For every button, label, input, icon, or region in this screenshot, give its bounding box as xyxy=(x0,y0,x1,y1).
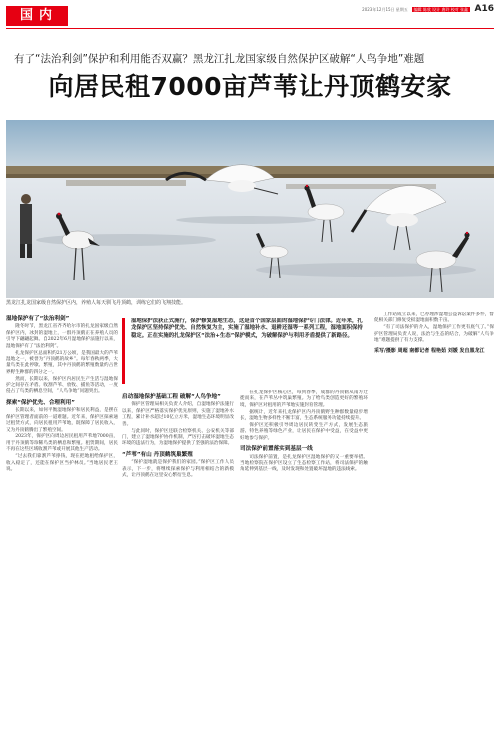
crane-wetland-illustration xyxy=(6,120,494,298)
paragraph: 2023年，保护区向周边居民租用芦苇地7000亩，用于丹顶鹤等珍稀鸟类的栖息和繁殖。租赁期间，居民不再在这些区域收割芦苇或开展其他生产活动。 xyxy=(6,434,118,453)
article-headline: 向居民租7000亩芦苇让丹顶鹤安家 xyxy=(48,72,452,101)
masthead-meta xyxy=(362,7,470,13)
subhead-1: 湿地保护有了“法治利剑” xyxy=(6,316,70,322)
lead-photo xyxy=(6,120,494,298)
paragraph: 据统计，近年来扎龙保护区内丹顶鹤野生种群数量稳步增长，湿地生物多样性不断丰富，生态系统服务功能持续提升。 xyxy=(240,409,368,422)
paragraph: 隆冬时节，黑龙江省齐齐哈尔市的扎龙国家级自然保护区内，冰封的湿地上，一群丹顶鹤正在养殖人员的引导下翩翩起舞。自2022年6月湿地保护法施行以来，湿地保护有了“法治利剑”。 xyxy=(6,324,118,349)
article-column-1 xyxy=(6,312,118,744)
article-column-2 xyxy=(122,390,234,744)
subhead-4: “芦苇”有山 丹顶鹤筑巢繁殖 xyxy=(122,451,193,458)
article-kicker: 有了“法治利剑”保护和利用能否双赢？黑龙江扎龙国家级自然保护区破解“人鸟争地”难题 xyxy=(14,53,425,65)
paragraph: 司法保护前置，是扎龙保护区湿地保护的又一重要举措。当地检察院在保护区设立了生态检察工作站，将司法保护的触角延伸到基层一线，及时发现和处置破坏湿地的违法线索。 xyxy=(240,454,368,473)
issue-date: 2023年12月15日 星期五 xyxy=(362,7,408,12)
edition-number: A16 xyxy=(474,4,494,14)
paragraph: 在扎龙保护区核心区，每到春季，成群的丹顶鹤从南方迁徙而来，在芦苇丛中筑巢繁殖。为了给鸟类创造更好的繁殖环境，保护区对租用的芦苇地实施封育管理。 xyxy=(240,390,368,408)
paragraph: “保护湿地就是保护我们的家园。”保护区工作人员表示，下一步，将继续探索保护与利用相结合的新模式，让丹顶鹤在这里安心繁衍生息。 xyxy=(122,460,234,478)
paragraph: 工作站成立以来，已办理涉湿地公益诉讼案件多件，督促相关部门修复受损湿地面积数千亩。 xyxy=(374,312,494,324)
paragraph: “有了司法保护的介入，湿地保护工作更有底气了。”保护区管理局负责人说，法治与生态的结合，为破解“人鸟争地”难题提供了有力支撑。 xyxy=(374,325,494,344)
paragraph: 与此同时，保护区还联合检察机关、公安机关等部门，建立了湿地保护协作机制，严厉打击破坏湿地生态环境的违法行为，为湿地保护提供了坚强的法治保障。 xyxy=(122,428,234,447)
subhead-3: 启动湿地保护基础工程 破解“人鸟争地” xyxy=(122,394,221,400)
subhead-5: 司法保护前置落实到基层一线 xyxy=(240,446,313,453)
paragraph: 然而，长期以来，保护区内居民生产生活与湿地保护之间存在矛盾。收割芦苇、放牧、捕鱼等活动，一度侵占了鸟类的栖息空间，“人鸟争地”问题突出。 xyxy=(6,376,118,395)
subhead-2: 探索“保护优先、合理利用” xyxy=(6,399,75,406)
paragraph: “过去我们靠割芦苇挣钱，现在把地租给保护区，收入稳定了，还能在保护区当护林员。”当地居民老王说。 xyxy=(6,454,118,472)
pull-quote: 湿地保护法获正式施行，保护修复湿地生态，这是首个国家层面的湿地保护专门法律。近年来，扎龙保护区坚持保护优先、自然恢复为主，实施了湿地补水、退耕还湿等一系列工程，湿地面积保持稳定。正在实施的扎龙保护区“法治+生态”保护模式，为破解保护与利用矛盾提供了新路径。 xyxy=(122,318,368,384)
editors-credit: 编辑 陈欣 设计 唐玲 校对 张鑫 xyxy=(413,7,468,12)
article-byline: 采写/摄影 周超 南都记者 程艳茹 刘媛 发自黑龙江 xyxy=(374,347,485,354)
paragraph: 保护区管理局相关负责人介绍，自湿地保护法施行以来，保护区严格落实保护优先原则，实施了湿地补水工程，累计补水超过10亿立方米，湿地生态环境明显改善。 xyxy=(122,402,234,427)
article-column-3 xyxy=(240,390,368,744)
masthead xyxy=(0,0,500,36)
photo-caption: 黑龙江扎龙国家级自然保护区内，养殖人每天驯飞丹顶鹤，训练它们的飞翔技能。 xyxy=(6,300,187,306)
article-column-4 xyxy=(374,312,494,744)
section-tab: 国内 xyxy=(6,6,68,26)
masthead-rule xyxy=(6,28,494,29)
paragraph: 长期以来，如何平衡湿地保护和居民利益，是摆在保护区管理者面前的一道难题。近年来，保护区探索通过租赁方式，向居民租用芦苇地，既保障了居民收入，又为丹顶鹤腾出了繁殖空间。 xyxy=(6,408,118,433)
paragraph: 扎龙保护区总面积约21万公顷，是我国最大的芦苇湿地之一，被誉为“丹顶鹤的故乡”。每年春秋两季，大量鸟类在此停歇、繁殖，其中丹顶鹤的繁殖数量约占世界野生种群的四分之一。 xyxy=(6,350,118,375)
paragraph: 保护区还积极引导周边居民转变生产方式，发展生态旅游、特色养殖等绿色产业，让居民在保护中受益，在受益中更好地参与保护。 xyxy=(240,423,368,441)
